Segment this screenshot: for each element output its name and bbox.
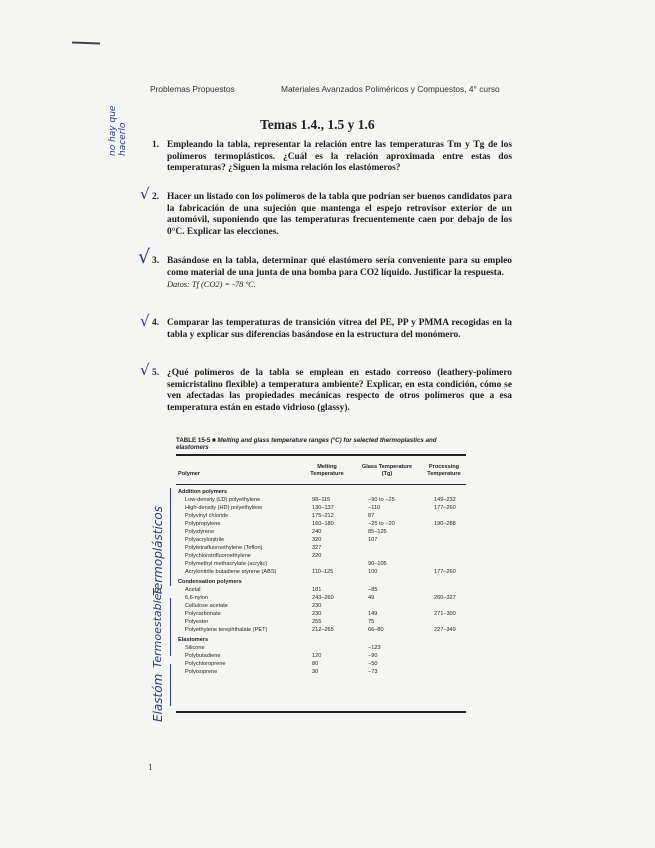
cell-melting: 230 <box>312 611 322 617</box>
table-section-header <box>176 488 466 496</box>
cell-melting: 80 <box>312 661 319 667</box>
table-rule-header <box>176 484 466 485</box>
table-row <box>176 626 466 634</box>
cell-glass: 75 <box>368 619 375 625</box>
cell-polymer: Polyethylene terephthalate (PET) <box>185 627 268 633</box>
page-number: 1 <box>148 762 153 772</box>
cell-polymer: Polyisoprene <box>185 669 218 675</box>
table-row <box>176 552 466 560</box>
problem-item <box>152 256 512 290</box>
table-label: TABLE 15-5 <box>176 437 211 444</box>
cell-melting: 230 <box>312 603 322 609</box>
handwritten-note <box>108 106 128 156</box>
cell-polymer: Polyester <box>185 619 209 625</box>
cell-polymer: Polyacrylonitrile <box>185 537 225 543</box>
problem-text: Hacer un listado con los polímeros de la tabla que podrían ser buenos candidatos para la fabricación de una sujeción que mantenga el espejo retrovisor exterior de un automóvil, suponiendo que las temperaturas frecuentemente caen por debajo de los 0°C. Explicar las elecciones. <box>167 192 512 237</box>
checkmark-icon: √ <box>138 246 151 268</box>
problem-number: 1. <box>152 140 160 150</box>
problem-text: Empleando la tabla, representar la relación entre las temperaturas Tm y Tg de los polímeros termoplásticos. ¿Cuál es la relación aproximada entre estas dos temperaturas? ¿Siguen la misma relación los elastómeros? <box>167 140 512 174</box>
cell-processing: 177–260 <box>434 569 456 575</box>
cell-melting: 130–137 <box>312 505 334 511</box>
cell-melting: 212–265 <box>312 627 334 633</box>
table-row <box>176 520 466 528</box>
problem-number: 3. <box>152 256 160 266</box>
header-left: Problemas Propuestos <box>150 84 235 94</box>
table-row <box>176 652 466 660</box>
problem-data: Datos: Tf (CO2) = -78 ºC. <box>167 280 256 290</box>
table-row <box>176 610 466 618</box>
cell-polymer: Cellulose acetate <box>185 603 228 609</box>
checkmark-icon: √ <box>140 361 150 379</box>
table-row <box>176 560 466 568</box>
problem-item <box>152 318 512 341</box>
problem-item <box>152 140 512 175</box>
cell-polymer: Polymethyl methacrylate (acrylic) <box>185 561 268 567</box>
cell-glass: 100 <box>368 569 378 575</box>
side-label-elastomeros: Elastóm <box>151 673 165 722</box>
cell-glass: 49 <box>368 595 375 601</box>
cell-polymer: Polytetrafluoroethylene (Teflon) <box>185 545 263 551</box>
problem-item <box>152 192 512 238</box>
cell-melting: 181 <box>312 587 322 593</box>
cell-polymer: Polychlorotrifluoroethylene <box>185 553 251 559</box>
cell-glass: −90 to −25 <box>368 497 395 503</box>
table-row <box>176 618 466 626</box>
table-title: Melting and glass temperature ranges (°C) for selected thermoplastics and elastomers <box>176 437 437 452</box>
table-row <box>176 544 466 552</box>
table-row <box>176 644 466 652</box>
cell-melting: 98–115 <box>312 497 331 503</box>
cell-melting: 240 <box>312 529 322 535</box>
cell-glass: −73 <box>368 669 378 675</box>
cell-melting: 30 <box>312 669 319 675</box>
cell-glass: −123 <box>368 645 381 651</box>
cell-melting: 220 <box>312 553 322 559</box>
running-header <box>150 84 510 98</box>
cell-glass: −110 <box>368 505 381 511</box>
table-row <box>176 594 466 602</box>
cell-polymer: Polycarbonate <box>185 611 221 617</box>
problem-number: 5. <box>152 368 160 378</box>
corner-mark <box>72 42 100 45</box>
handwritten-note-line-2: hacerlo <box>118 122 128 156</box>
checkmark-icon: √ <box>140 185 150 203</box>
cell-glass: 90–105 <box>368 561 387 567</box>
handwritten-note-line-1: no hay que <box>108 105 118 156</box>
cell-glass: 87 <box>368 513 375 519</box>
cell-polymer: Polychloroprene <box>185 661 226 667</box>
problem-text: Comparar las temperaturas de transición vítrea del PE, PP y PMMA recogidas en la tabla y explicar sus diferencias basándose en la estructura del monómero. <box>167 318 512 340</box>
cell-processing: 149–232 <box>434 497 456 503</box>
cell-processing: 227–349 <box>434 627 456 633</box>
header-right: Materiales Avanzados Poliméricos y Compuestos, 4° curso <box>281 84 500 94</box>
cell-processing: 177–260 <box>434 505 456 511</box>
cell-glass: −50 <box>368 661 378 667</box>
cell-melting: 110–125 <box>312 569 334 575</box>
column-header-processing: Processing Temperature <box>427 464 461 477</box>
table-rule-top <box>176 454 466 456</box>
table-caption <box>176 437 466 452</box>
cell-polymer: Acetal <box>185 587 201 593</box>
cell-glass: 66–80 <box>368 627 384 633</box>
cell-polymer: Polyvinyl chloride <box>185 513 229 519</box>
problem-number: 4. <box>152 318 160 328</box>
page-title: Temas 1.4., 1.5 y 1.6 <box>260 117 375 132</box>
table-row <box>176 504 466 512</box>
cell-polymer: Acrylonitrile butadiene styrene (ABS) <box>185 569 277 575</box>
cell-polymer: Silicone <box>185 645 205 651</box>
cell-glass: 149 <box>368 611 378 617</box>
side-label-termoestables: Termoestables <box>151 587 164 668</box>
table-section-header <box>176 636 466 644</box>
cell-processing: 271–300 <box>434 611 456 617</box>
section-title: Elastomers <box>178 637 209 643</box>
cell-glass: −25 to −20 <box>368 521 395 527</box>
cell-melting: 120 <box>312 653 322 659</box>
cell-processing: 190–288 <box>434 521 456 527</box>
table-separator: ■ <box>212 437 216 444</box>
cell-melting: 243–260 <box>312 595 334 601</box>
table-row <box>176 602 466 610</box>
cell-glass: 107 <box>368 537 378 543</box>
cell-melting: 160–180 <box>312 521 334 527</box>
cell-glass: −90 <box>368 653 378 659</box>
cell-melting: 320 <box>312 537 322 543</box>
data-table <box>176 437 466 713</box>
cell-polymer: Polystyrene <box>185 529 215 535</box>
cell-glass: 85–125 <box>368 529 387 535</box>
cell-processing: 260–327 <box>434 595 456 601</box>
cell-polymer: Polybutadiene <box>185 653 221 659</box>
cell-polymer: Polypropylene <box>185 521 221 527</box>
table-row <box>176 512 466 520</box>
problem-item <box>152 368 512 414</box>
cell-melting: 327 <box>312 545 322 551</box>
table-row <box>176 536 466 544</box>
problem-number: 2. <box>152 192 160 202</box>
table-row <box>176 528 466 536</box>
table-row <box>176 668 466 676</box>
problem-text: Basándose en la tabla, determinar qué elastómero sería conveniente para su empleo como material de una junta de una bomba para CO2 líquido. Justificar la respuesta. <box>167 256 512 278</box>
column-header-polymer: Polymer <box>178 471 201 477</box>
table-row <box>176 586 466 594</box>
cell-glass: −85 <box>368 587 378 593</box>
problem-text: ¿Qué polímeros de la tabla se emplean en estado correoso (leathery-polímero semicristalino flexible) a temperatura ambiente? Explicar, en esta condición, cómo se ven afectadas las propiedades mecánicas respecto de otros polímeros que a esa temperatura están en estado vidrioso (glassy). <box>167 368 512 413</box>
column-header-glass: Glass Temperature (Tg) <box>361 464 413 477</box>
cell-polymer: High-density (HD) polyethylene <box>185 505 263 511</box>
bracket-elastomeros <box>170 664 171 706</box>
table-section-header <box>176 578 466 586</box>
column-header-melting: Melting Temperature <box>310 464 344 477</box>
checkmark-icon: √ <box>140 312 150 330</box>
table-rule-bottom <box>176 711 466 713</box>
table-row <box>176 496 466 504</box>
cell-melting: 175–212 <box>312 513 334 519</box>
section-title: Addition polymers <box>178 489 228 495</box>
bracket-termoplasticos <box>170 488 171 586</box>
cell-polymer: 6,6-nylon <box>185 595 209 601</box>
table-row <box>176 568 466 576</box>
cell-polymer: Low-density (LD) polyethylene <box>185 497 261 503</box>
table-row <box>176 660 466 668</box>
bracket-termoestables <box>170 598 171 656</box>
side-label-termoplasticos: Termoplásticos <box>151 506 165 596</box>
section-title: Condensation polymers <box>178 579 242 585</box>
cell-melting: 255 <box>312 619 322 625</box>
